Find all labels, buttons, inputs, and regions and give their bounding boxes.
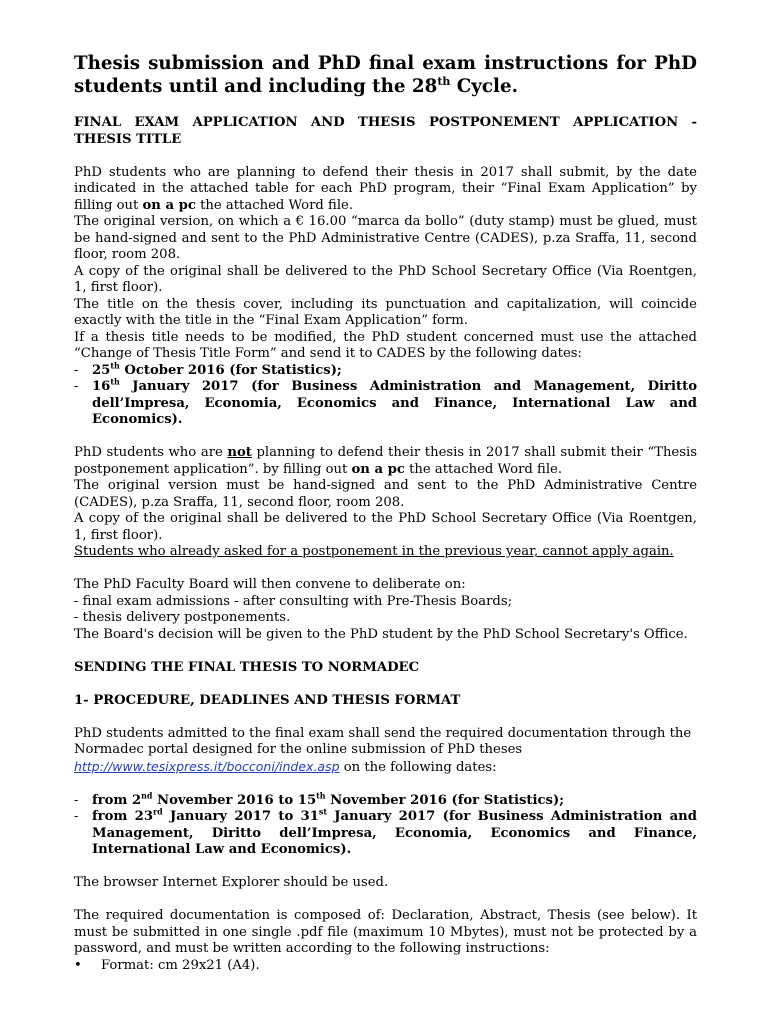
section-heading-procedure: 1- PROCEDURE, DEADLINES AND THESIS FORMAT: [74, 692, 461, 708]
paragraph-required-documentation: The required documentation is composed of: Declaration, Abstract, Thesis (see below). It must be submitted in one single .pdf file (maximum 10 Mbytes), must not be protected by a password, and must be written according to the following instructions:: [74, 908, 697, 956]
section-heading-sending-thesis: SENDING THE FINAL THESIS TO NORMADEC: [74, 659, 420, 675]
paragraph-browser: The browser Internet Explorer should be used.: [74, 875, 389, 890]
list-item: - from 2nd November 2016 to 15th November 2016 (for Statistics);: [74, 791, 565, 808]
paragraph-title-change: If a thesis title needs to be modified, the PhD student concerned must use the attached “Change of Thesis Title Form” and send it to CADES by the following dates:: [74, 329, 697, 361]
section-heading-final-exam: FINAL EXAM APPLICATION AND THESIS POSTPONEMENT APPLICATION - THESIS TITLE: [74, 115, 697, 147]
paragraph-board-decision: The Board's decision will be given to the PhD student by the PhD School Secretary's Office.: [74, 626, 688, 642]
paragraph-postponement-original: The original version must be hand-signed and sent to the PhD Administrative Centre (CADES), p.za Sraffa, 11, second floor, room 208.: [74, 478, 697, 510]
page-title: Thesis submission and PhD final exam instructions for PhD students until and including the 28th Cycle.: [74, 53, 697, 97]
paragraph-postponement: PhD students who are not planning to defend their thesis in 2017 shall submit their “Thesis postponement application”. by filling out on a pc the attached Word file.: [74, 445, 697, 477]
paragraph-faculty-board: The PhD Faculty Board will then convene to deliberate on:: [74, 577, 466, 592]
paragraph-normadec: PhD students admitted to the final exam shall send the required documentation through the Normadec portal designed for the online submission of PhD theses http://www.tesixpress.it/bocconi/index.asp on the following dates:: [74, 725, 692, 775]
list-item: - 16th January 2017 (for Business Administration and Management, Diritto dell’Impresa, Economia, Economics and Finance, International Law and Economics).: [74, 377, 697, 427]
list-item: - from 23rd January 2017 to 31st January 2017 (for Business Administration and Management, Diritto dell’Impresa, Economia, Economics and Finance, International Law and Economics).: [74, 807, 697, 857]
list-item: - 25th October 2016 (for Statistics);: [74, 361, 342, 378]
paragraph-copy-original: A copy of the original shall be delivered to the PhD School Secretary Office (Via Roentgen, 1, first floor).: [74, 263, 697, 295]
paragraph-final-exam-application: PhD students who are planning to defend their thesis in 2017 shall submit, by the date indicated in the attached table for each PhD program, their “Final Exam Application” by filling out on a pc the attached Word file.: [74, 164, 697, 213]
list-item: • Format: cm 29x21 (A4).: [74, 957, 260, 973]
paragraph-board-item-admissions: - final exam admissions - after consulting with Pre-Thesis Boards;: [74, 593, 513, 609]
normadec-link[interactable]: http://www.tesixpress.it/bocconi/index.asp: [74, 758, 340, 774]
paragraph-no-reapply: Students who already asked for a postponement in the previous year, cannot apply again.: [74, 544, 674, 559]
document-page: [74, 52, 697, 974]
paragraph-title-cover: The title on the thesis cover, including its punctuation and capitalization, will coincide exactly with the title in the “Final Exam Application” form.: [74, 296, 697, 328]
paragraph-postponement-copy: A copy of the original shall be delivered to the PhD School Secretary Office (Via Roentgen, 1, first floor).: [74, 511, 697, 543]
paragraph-board-item-postponements: - thesis delivery postponements.: [74, 610, 291, 625]
paragraph-original-version: The original version, on which a € 16.00 “marca da bollo” (duty stamp) must be glued, must be hand-signed and sent to the PhD Administrative Centre (CADES), p.za Sraffa, 11, second floor, room 208.: [74, 214, 697, 262]
bullet-icon: •: [74, 957, 82, 973]
